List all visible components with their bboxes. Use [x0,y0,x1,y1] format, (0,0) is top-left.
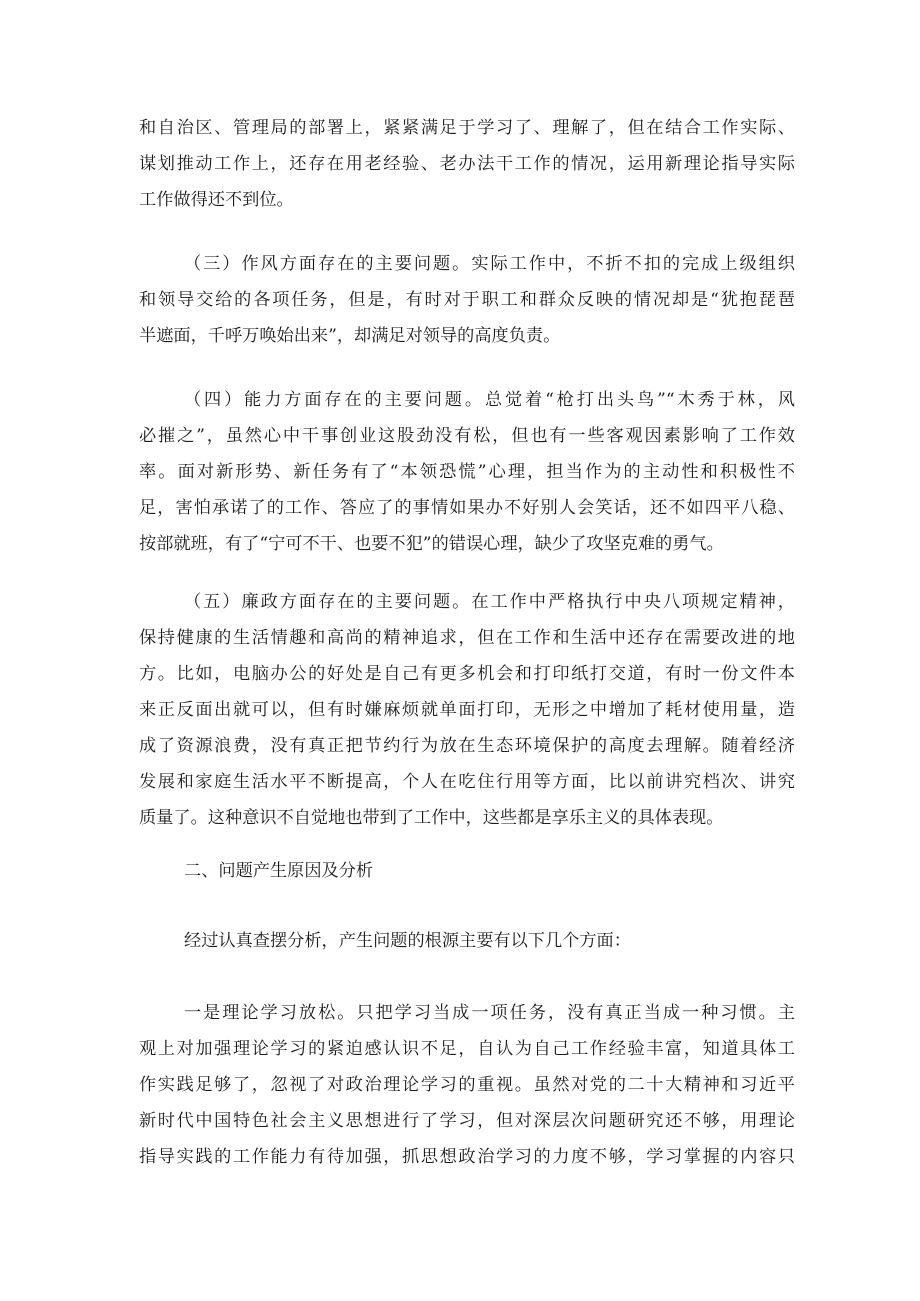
text-line: 率。面对新形势、新任务有了“本领恐慌”心理，担当作为的主动性和积极性不 [139,462,795,482]
text-line: 一是理论学习放松。只把学习当成一项任务，没有真正当成一种习惯。主 [184,1003,795,1023]
paragraph-intro [139,923,795,959]
text-line: 经过认真查摆分析，产生问题的根源主要有以下几个方面： [184,931,631,951]
text-line: （五）廉政方面存在的主要问题。在工作中严格执行中央八项规定精神， [184,592,795,612]
section-heading: 二、问题产生原因及分析 [184,861,374,881]
text-line: 工作做得还不到位。 [139,190,294,210]
text-line: 按部就班，有了“宁可不干、也要不犯”的错误心理，缺少了攻坚克难的勇气。 [139,534,724,554]
text-line: 指导实践的工作能力有待加强，抓思想政治学习的力度不够，学习掌握的内容只 [139,1147,795,1167]
text-line: 和自治区、管理局的部署上，紧紧满足于学习了、理解了，但在结合工作实际、 [139,118,795,138]
paragraph-work-style [139,246,795,354]
text-line: 观上对加强理论学习的紧迫感认识不足，自认为自己工作经验丰富，知道具体工 [139,1039,795,1059]
text-line: 成了资源浪费，没有真正把节约行为放在生态环境保护的高度去理解。随着经济 [139,736,795,756]
text-line: 质量了。这种意识不自觉地也带到了工作中，这些都是享乐主义的具体表现。 [139,808,724,828]
text-line: 方。比如，电脑办公的好处是自己有更多机会和打印纸打交道，有时一份文件本 [139,664,795,684]
text-line: 新时代中国特色社会主义思想进行了学习，但对深层次问题研究还不够，用理论 [139,1111,795,1131]
text-line: 发展和家庭生活水平不断提高，个人在吃住行用等方面，比以前讲究档次、讲究 [139,772,795,792]
text-line: 作实践足够了，忽视了对政治理论学习的重视。虽然对党的二十大精神和习近平 [139,1075,795,1095]
text-line: 必摧之”，虽然心中干事创业这股劲没有松，但也有一些客观因素影响了工作效 [139,426,795,446]
text-line: 和领导交给的各项任务，但是，有时对于职工和群众反映的情况却是“犹抱琵琶 [139,290,795,310]
text-line: 足，害怕承诺了的工作、答应了的事情如果办不好别人会笑话，还不如四平八稳、 [139,498,795,518]
paragraph-theory-study [139,995,795,1175]
text-line: 半遮面，千呼万唤始出来”，却满足对领导的高度负责。 [139,326,561,346]
text-line: 保持健康的生活情趣和高尚的精神追求，但在工作和生活中还存在需要改进的地 [139,628,795,648]
text-line: （四）能力方面存在的主要问题。总觉着“枪打出头鸟”“木秀于林，风 [184,390,795,410]
paragraph-ability [139,382,795,562]
text-line: （三）作风方面存在的主要问题。实际工作中，不折不扣的完成上级组织 [184,254,795,274]
paragraph-integrity [139,584,795,836]
text-line: 来正反面出就可以，但有时嫌麻烦就单面打印，无形之中增加了耗材使用量，造 [139,700,795,720]
text-line: 谋划推动工作上，还存在用老经验、老办法干工作的情况，运用新理论指导实际 [139,154,795,174]
section-heading-causes [139,853,795,889]
paragraph-continuation [139,110,795,218]
